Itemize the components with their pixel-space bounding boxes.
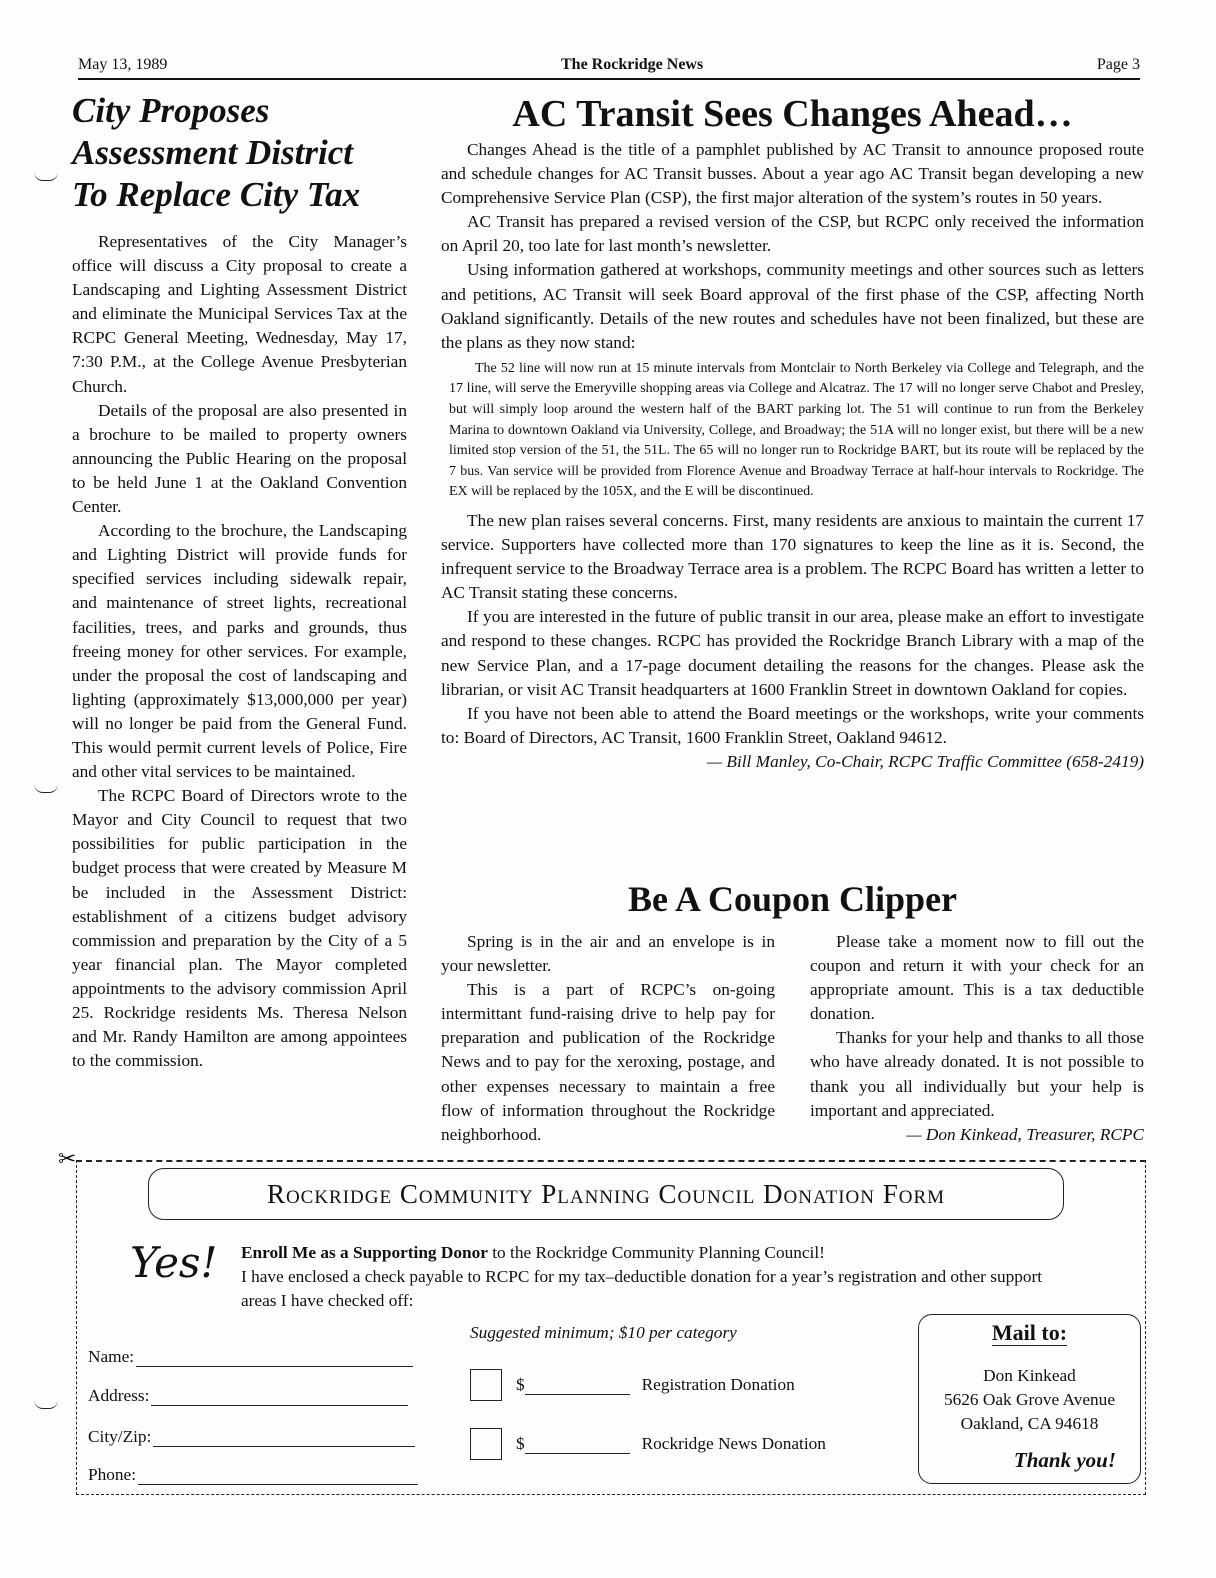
paragraph: The 52 line will now run at 15 minute intervals from Montclair to North Berkeley via College and Telegraph, and the 17 line, will serve the Emeryville shopping areas via College and Alcatraz. The 17 will no longer serve Chabot and Presley, but will simply loop around the western half of the BART parking lot. The 51 will continue to run from the Berkeley Marina to downtown Oakland via University, College, and Broadway; the 51A will no longer exist, but there will be a new limited stop version of the 51, the 51L. The 65 will no longer run to Rockridge BART, but its route will be replaced by the 7 bus. Van service will be provided from Florence Avenue and Broadway Terrace at half-hour intervals to Rockridge. The EX will be replaced by the 105X, and the E will be discontinued. (449, 360, 1144, 500)
suggested-minimum: Suggested minimum; $10 per category (470, 1323, 737, 1342)
article-columns (441, 930, 1144, 1147)
enroll-rest: to the Rockridge Community Planning Council! (487, 1243, 825, 1262)
thank-you: Thank you! (1013, 1448, 1116, 1472)
column-2 (810, 930, 1144, 1147)
article-signature: — Don Kinkead, Treasurer, RCPC (906, 1124, 1144, 1144)
enroll-bold: Enroll Me as a Supporting Donor (241, 1243, 488, 1262)
address-line[interactable] (151, 1387, 408, 1406)
mail-city: Oakland, CA 94618 (960, 1414, 1099, 1433)
field-label: Phone: (88, 1465, 137, 1484)
paragraph: The RCPC Board of Directors wrote to the Mayor and City Council to request that two possibilities for public participation in the budget process that were created by Measure M be included in the Assessment District: establishment of a citizens budget advisory commission and preparation by the City of a 5 year financial plan. The Mayor completed appointments to the advisory commission April 25. Rockridge residents Ms. Theresa Nelson and Mr. Randy Hamilton are among appointees to the commission. (72, 786, 407, 1071)
page-number: Page 3 (1096, 56, 1140, 73)
newspaper-name: The Rockridge News (561, 56, 704, 73)
name-line[interactable] (136, 1348, 413, 1367)
article-title: Be A Coupon Clipper (627, 879, 958, 919)
paragraph: Representatives of the City Manager’s office will discuss a City proposal to create a Landscaping and Lighting Assessment District and eliminate the Municipal Services Tax at the RCPC General Meeting, Wednesday, May 17, 7:30 P.M., at the College Avenue Presbyterian Church. (72, 232, 407, 396)
enroll-line2: I have enclosed a check payable to RCPC for my tax–deductible donation for a year’s registration and other support areas I have checked off: (241, 1267, 1043, 1310)
donation-label: Rockridge News Donation (641, 1434, 826, 1453)
paragraph: According to the brochure, the Landscaping and Lighting District will provide funds for specified services including sidewalk repair, and maintenance of street lights, recreational facilities, trees, and parks and grounds, thus freeing money for other services. For example, under the proposal the cost of landscaping and lighting (approximately $13,000,000 per year) will no longer be paid from the General Fund. This would permit current levels of Police, Fire and other vital services to be maintained. (72, 521, 407, 782)
paragraph: Spring is in the air and an envelope is in your newsletter. (441, 932, 775, 976)
paragraph: Changes Ahead is the title of a pamphlet published by AC Transit to announce proposed route and schedule changes for AC Transit busses. About a year ago AC Transit began developing a new Comprehensive Service Plan (CSP), the first major alteration of the system’s routes in 50 years. (441, 140, 1144, 208)
article-title (72, 90, 407, 216)
news-checkbox[interactable] (470, 1428, 502, 1460)
news-donation-row (470, 1428, 826, 1460)
article-body-continued (441, 509, 1144, 750)
ac-transit-article (441, 92, 1144, 774)
donation-label: Registration Donation (641, 1375, 795, 1394)
assessment-district-article (72, 90, 407, 1073)
title-line-3: To Replace City Tax (72, 175, 361, 214)
title-line-2: Assessment District (72, 133, 354, 172)
punch-mark (34, 172, 58, 181)
paragraph: This is a part of RCPC’s on-going intermittant fund-raising drive to help pay for preparation and publication of the Rockridge News and to pay for the xeroxing, postage, and other expenses necessary to maintain a free flow of information throughout the Rockridge neighborhood. (441, 980, 775, 1144)
field-label: City/Zip: (88, 1427, 152, 1446)
article-body (441, 138, 1144, 355)
paragraph: AC Transit has prepared a revised version of the CSP, but RCPC only received the information on April 20, too late for last month’s newsletter. (441, 212, 1144, 256)
scissors-icon: ✂ (58, 1146, 77, 1171)
coupon-clipper-article (441, 878, 1144, 1147)
paragraph: Details of the proposal are also presented in a brochure to be mailed to property owners announcing the Public Hearing on the proposal to be held June 1 at the Oakland Convention Center. (72, 400, 407, 517)
registration-checkbox[interactable] (470, 1369, 502, 1401)
punch-mark (34, 784, 58, 793)
route-plan-detail (441, 359, 1144, 503)
article-title: AC Transit Sees Changes Ahead… (512, 93, 1073, 135)
column-1 (441, 930, 775, 1147)
paragraph: Thanks for your help and thanks to all those who have already donated. It is not possible to thank you all individually but your help is important and appreciated. (810, 1028, 1144, 1120)
field-label: Name: (88, 1347, 135, 1366)
city-zip-line[interactable] (153, 1428, 415, 1447)
mail-name: Don Kinkead (983, 1366, 1076, 1385)
phone-line[interactable] (138, 1466, 418, 1485)
paragraph: The new plan raises several concerns. First, many residents are anxious to maintain the current 17 service. Supporters have collected more than 170 signatures to keep the line as it is. Second, the infrequent service to the Broadway Terrace area is a problem. The RCPC Board has written a letter to AC Transit stating these concerns. (441, 511, 1144, 603)
phone-field[interactable] (88, 1465, 418, 1485)
title-line-1: City Proposes (72, 91, 270, 130)
yes-script: Yes! (130, 1238, 218, 1287)
dollar-sign: $ (516, 1375, 525, 1394)
form-title-text: Rockridge Community Planning Council Donation Form (266, 1178, 946, 1209)
paragraph: If you have not been able to attend the Board meetings or the workshops, write your comments to: Board of Directors, AC Transit, 1600 Franklin Street, Oakland 94612. (441, 703, 1144, 747)
city-zip-field[interactable] (88, 1427, 415, 1447)
article-signature: — Bill Manley, Co-Chair, RCPC Traffic Committee (658-2419) (706, 751, 1144, 771)
mail-to-heading: Mail to: (991, 1320, 1068, 1345)
mail-street: 5626 Oak Grove Avenue (943, 1390, 1115, 1409)
field-label: Address: (88, 1386, 150, 1405)
address-field[interactable] (88, 1386, 408, 1406)
form-title (148, 1168, 1064, 1220)
registration-donation-row (470, 1369, 795, 1401)
mail-address (919, 1364, 1140, 1436)
enroll-text (241, 1241, 1071, 1313)
news-amount-line[interactable] (525, 1435, 630, 1454)
mail-to-box (918, 1314, 1141, 1484)
dollar-sign: $ (516, 1434, 525, 1453)
issue-date: May 13, 1989 (78, 56, 168, 73)
page-header (78, 48, 1140, 80)
paragraph: Using information gathered at workshops, community meetings and other sources such as letters and petitions, AC Transit will seek Board approval of the first phase of the CSP, affecting North Oakland significantly. Details of the new routes and schedules have not been finalized, but these are the plans as they now stand: (441, 260, 1144, 352)
article-body (72, 230, 407, 1073)
name-field[interactable] (88, 1347, 413, 1367)
paragraph: Please take a moment now to fill out the coupon and return it with your check for an appropriate amount. This is a tax deductible donation. (810, 932, 1144, 1024)
paragraph: If you are interested in the future of public transit in our area, please make an effort to investigate and respond to these changes. RCPC has provided the Rockridge Branch Library with a map of the new Service Plan, and a 17-page document detailing the reasons for the changes. Please ask the librarian, or visit AC Transit headquarters at 1600 Franklin Street in downtown Oakland for copies. (441, 607, 1144, 699)
punch-mark (34, 1400, 58, 1409)
registration-amount-line[interactable] (525, 1376, 630, 1395)
